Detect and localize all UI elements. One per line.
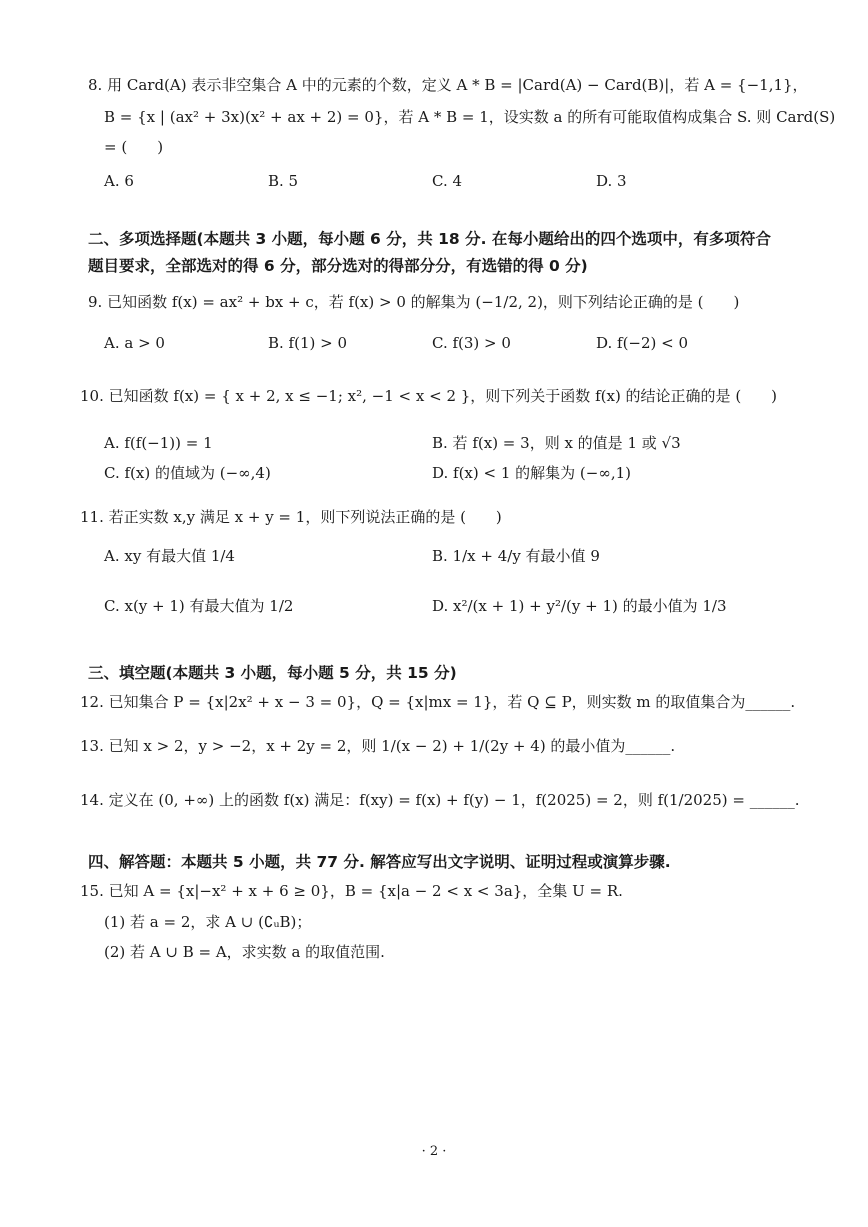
q8-line2: B = {x | (ax² + 3x)(x² + ax + 2) = 0}，若 A * B = 1，设实数 a 的所有可能取值构成集合 S. 则 Card(S): [104, 108, 836, 126]
q8-option-b: B. 5: [268, 172, 299, 190]
q11-stem: 11. 若正实数 x,y 满足 x + y = 1，则下列说法正确的是 ( ): [80, 508, 502, 526]
q8-option-a: A. 6: [104, 172, 134, 190]
q10-option-d: D. f(x) < 1 的解集为 (−∞,1): [432, 464, 632, 482]
q10-stem: 10. 已知函数 f(x) = { x + 2, x ≤ −1; x², −1 < x < 2 }，则下列关于函数 f(x) 的结论正确的是 ( ): [80, 387, 778, 405]
q9-option-b: B. f(1) > 0: [268, 334, 348, 352]
q8-option-c: C. 4: [432, 172, 463, 190]
section2-title-line1: 二、多项选择题(本题共 3 小题，每小题 6 分，共 18 分. 在每小题给出的四个选项中，有多项符合: [88, 230, 771, 248]
q11-option-b: B. 1/x + 4/y 有最小值 9: [432, 547, 600, 565]
page-number: · 2 ·: [421, 1144, 447, 1159]
q9-option-d: D. f(−2) < 0: [596, 334, 689, 352]
q9-stem: 9. 已知函数 f(x) = ax² + bx + c，若 f(x) > 0 的解集为 (−1/2, 2)，则下列结论正确的是 ( ): [88, 293, 740, 311]
q11-option-c: C. x(y + 1) 有最大值为 1/2: [104, 597, 294, 615]
q8-option-d: D. 3: [596, 172, 627, 190]
q15-part2: (2) 若 A ∪ B = A，求实数 a 的取值范围.: [104, 943, 385, 961]
section2-title-line2: 题目要求，全部选对的得 6 分，部分选对的得部分分，有选错的得 0 分): [88, 257, 588, 275]
q8-line3: = ( ): [104, 138, 164, 156]
q15-part1: (1) 若 a = 2，求 A ∪ (∁ᵤB)；: [104, 913, 312, 931]
section3-title: 三、填空题(本题共 3 小题，每小题 5 分，共 15 分): [88, 664, 457, 682]
q14-text: 14. 定义在 (0, +∞) 上的函数 f(x) 满足：f(xy) = f(x) + f(y) − 1，f(2025) = 2，则 f(1/2025) = ______.: [80, 791, 800, 809]
q11-option-d: D. x²/(x + 1) + y²/(y + 1) 的最小值为 1/3: [432, 597, 727, 615]
q10-option-b: B. 若 f(x) = 3，则 x 的值是 1 或 √3: [432, 434, 681, 452]
q15-stem: 15. 已知 A = {x|−x² + x + 6 ≥ 0}，B = {x|a − 2 < x < 3a}，全集 U = R.: [80, 882, 623, 900]
q10-option-c: C. f(x) 的值域为 (−∞,4): [104, 464, 271, 482]
q12-text: 12. 已知集合 P = {x|2x² + x − 3 = 0}，Q = {x|mx = 1}，若 Q ⊆ P，则实数 m 的取值集合为______.: [80, 693, 796, 711]
q13-text: 13. 已知 x > 2，y > −2，x + 2y = 2，则 1/(x − 2) + 1/(2y + 4) 的最小值为______.: [80, 737, 676, 755]
q10-option-a: A. f(f(−1)) = 1: [104, 434, 213, 452]
q8-line1: 8. 用 Card(A) 表示非空集合 A 中的元素的个数，定义 A * B = |Card(A) − Card(B)|，若 A = {−1,1}，: [88, 76, 808, 94]
q9-option-a: A. a > 0: [104, 334, 165, 352]
q11-option-a: A. xy 有最大值 1/4: [104, 547, 235, 565]
q9-option-c: C. f(3) > 0: [432, 334, 511, 352]
section4-title: 四、解答题：本题共 5 小题，共 77 分. 解答应写出文字说明、证明过程或演算步骤.: [88, 853, 671, 871]
